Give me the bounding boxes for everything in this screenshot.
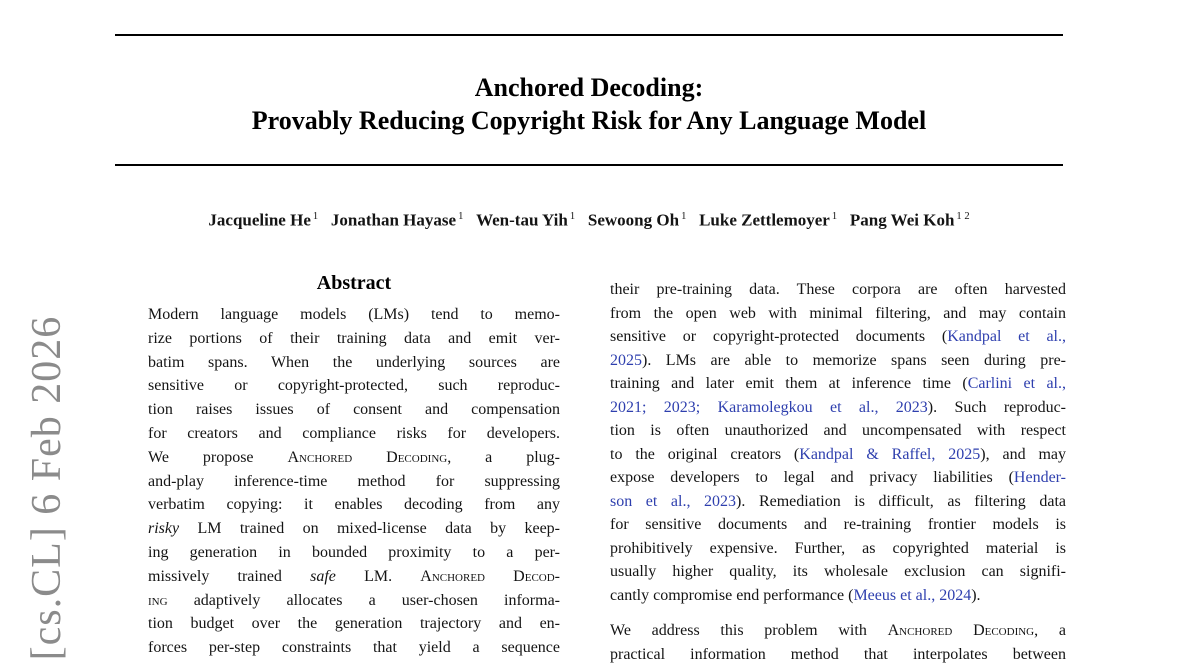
text-line — [148, 517, 560, 541]
text-span: tion budget over the generation trajectory and en- — [148, 615, 560, 632]
text-span — [318, 211, 331, 230]
text-line — [148, 351, 560, 375]
text-span: prohibitively expensive. Further, as copyrighted material is — [610, 540, 1066, 557]
text-line — [148, 374, 560, 398]
text-span — [575, 211, 588, 230]
text-line — [610, 560, 1066, 584]
text-line — [148, 422, 560, 446]
text-span: sensitive or copyright-protected, such reproduc- — [148, 377, 560, 394]
text-span: ). — [971, 587, 980, 604]
text-line — [148, 493, 560, 517]
text-line — [610, 619, 1066, 643]
text-span: from the open web with minimal filtering, and may contain — [610, 305, 1066, 322]
text-line — [148, 398, 560, 422]
text-span — [686, 211, 699, 230]
text-span: We propose — [148, 449, 287, 466]
citation-link[interactable]: son et al., 2023 — [610, 493, 736, 510]
text-line — [610, 584, 1066, 608]
citation-link[interactable]: Hender- — [1014, 469, 1066, 486]
text-span: tion is often unauthorized and uncompensated with respect — [610, 422, 1066, 439]
abstract-heading: Abstract — [148, 272, 560, 295]
author-line — [115, 206, 1063, 232]
text-span: sensitive or copyright-protected documents ( — [610, 328, 947, 345]
text-span: practical information method that interpolates between — [610, 646, 1066, 663]
text-span: rize portions of their training data and emit ver- — [148, 330, 560, 347]
author-affiliation-superscript: 1 — [570, 211, 575, 222]
text-span — [837, 211, 850, 230]
text-line — [610, 349, 1066, 373]
text-line — [148, 541, 560, 565]
text-line — [610, 325, 1066, 349]
text-line — [610, 490, 1066, 514]
text-span: to the original creators ( — [610, 446, 799, 463]
text-line — [148, 446, 560, 470]
text-span: Sewoong Oh — [588, 211, 679, 230]
text-span: forces per-step constraints that yield a sequence — [148, 639, 560, 656]
text-span: for sensitive documents and re-training frontier models is — [610, 516, 1066, 533]
text-span: ). LMs are able to memorize spans seen during pre- — [642, 352, 1066, 369]
text-line — [148, 612, 560, 636]
author-affiliation-superscript: 1 — [832, 211, 837, 222]
text-span: tion raises issues of consent and compensation — [148, 401, 560, 418]
text-line — [148, 303, 560, 327]
text-line — [115, 206, 1063, 232]
text-span: risky — [148, 520, 179, 537]
citation-link[interactable]: 2025 — [610, 352, 642, 369]
title-rule-bottom — [115, 164, 1063, 166]
text-span: safe — [310, 568, 336, 585]
text-span: ). Remediation is difficult, as filtering data — [736, 493, 1066, 510]
text-line — [148, 636, 560, 660]
text-span: missively trained — [148, 568, 310, 585]
author-affiliation-superscript: 1 2 — [956, 211, 969, 222]
citation-link[interactable]: Carlini et al., — [968, 375, 1066, 392]
text-span: adaptively allocates a user-chosen informa- — [168, 592, 560, 609]
text-span: LM trained on mixed-license data by keep- — [179, 520, 560, 537]
text-span: , a — [1034, 622, 1066, 639]
intro-paragraph-1 — [610, 278, 1066, 607]
text-span: , a plug- — [447, 449, 560, 466]
text-line — [148, 327, 560, 351]
title-rule-top — [115, 34, 1063, 36]
text-span: ing — [148, 592, 168, 609]
text-span: Anchored Decoding — [888, 622, 1035, 639]
text-span: Pang Wei Koh — [850, 211, 955, 230]
author-affiliation-superscript: 1 — [458, 211, 463, 222]
author-affiliation-superscript: 1 — [681, 211, 686, 222]
text-span: Luke Zettlemoyer — [699, 211, 830, 230]
text-span: their pre-training data. These corpora are often harvested — [610, 281, 1066, 298]
text-span: ), and may — [980, 446, 1066, 463]
citation-link[interactable]: Kandpal & Raffel, 2025 — [799, 446, 980, 463]
text-line — [610, 643, 1066, 666]
text-span: Jonathan Hayase — [331, 211, 456, 230]
text-span: and-play inference-time method for suppressing — [148, 473, 560, 490]
text-span: for creators and compliance risks for developers. — [148, 425, 560, 442]
text-line — [610, 513, 1066, 537]
text-span: ing generation in bounded proximity to a per- — [148, 544, 560, 561]
text-span: We address this problem with — [610, 622, 888, 639]
text-line — [148, 565, 560, 589]
text-line — [148, 470, 560, 494]
text-line — [610, 537, 1066, 561]
citation-link[interactable]: Kandpal et al., — [947, 328, 1066, 345]
arxiv-watermark: [cs.CL] 6 Feb 2026 — [23, 316, 71, 661]
text-span: cantly compromise end performance ( — [610, 587, 853, 604]
paper-title-line-2: Provably Reducing Copyright Risk for Any Language Model — [115, 104, 1063, 137]
text-span: Wen-tau Yih — [476, 211, 568, 230]
text-span: Anchored Decoding — [287, 449, 447, 466]
text-span — [463, 211, 476, 230]
author-affiliation-superscript: 1 — [313, 211, 318, 222]
text-span: Jacqueline He — [208, 211, 310, 230]
text-span: expose developers to legal and privacy liabilities ( — [610, 469, 1014, 486]
text-line — [610, 443, 1066, 467]
text-span: Anchored Decod- — [420, 568, 560, 585]
intro-paragraph-2 — [610, 619, 1066, 666]
text-span: batim spans. When the underlying sources are — [148, 354, 560, 371]
citation-link[interactable]: 2021; 2023; Karamolegkou et al., 2023 — [610, 399, 928, 416]
text-span: Modern language models (LMs) tend to memo- — [148, 306, 560, 323]
text-line — [148, 589, 560, 613]
text-span: usually higher quality, its wholesale exclusion can signifi- — [610, 563, 1066, 580]
text-line — [610, 278, 1066, 302]
paper-title — [115, 71, 1063, 137]
text-line — [610, 419, 1066, 443]
text-span: LM. — [336, 568, 420, 585]
paper-title-line-1: Anchored Decoding: — [115, 71, 1063, 104]
text-line — [610, 396, 1066, 420]
text-span: ). Such reproduc- — [928, 399, 1066, 416]
citation-link[interactable]: Meeus et al., 2024 — [853, 587, 971, 604]
text-line — [610, 372, 1066, 396]
text-span: verbatim copying: it enables decoding from any — [148, 496, 560, 513]
text-span: training and later emit them at inference time ( — [610, 375, 968, 392]
text-line — [610, 302, 1066, 326]
abstract-column — [148, 303, 560, 660]
text-line — [610, 466, 1066, 490]
